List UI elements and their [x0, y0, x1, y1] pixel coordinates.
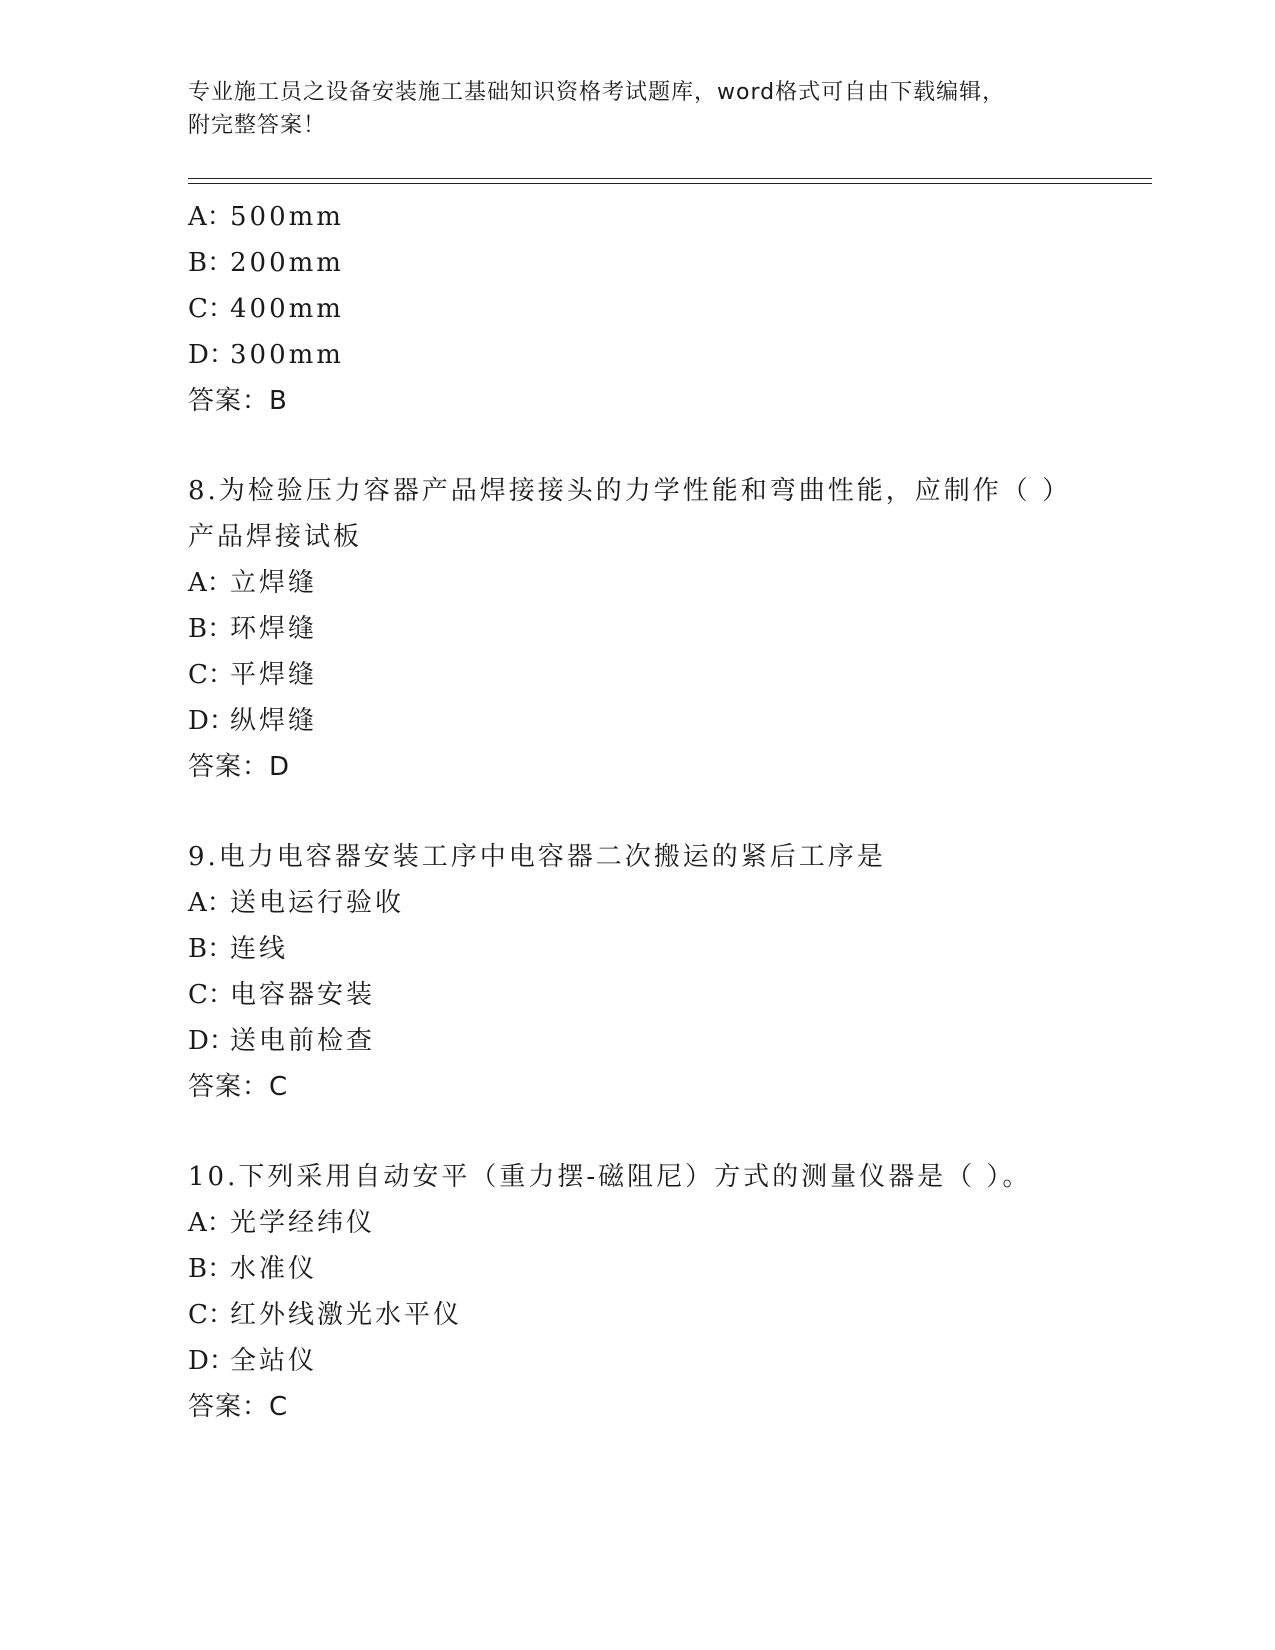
header-divider-bottom: [188, 183, 1152, 184]
header-line-2: 附完整答案！: [188, 113, 327, 138]
question-8: [188, 468, 1138, 790]
option-letter: A：: [188, 568, 233, 598]
option-a: [188, 194, 1138, 240]
option-text: 环焊缝: [230, 614, 318, 644]
option-d: [188, 698, 1138, 744]
header-divider-top: [188, 178, 1152, 179]
option-letter: D：: [188, 340, 235, 370]
question-7: [188, 194, 1138, 424]
option-a: [188, 560, 1138, 606]
option-letter: B：: [188, 614, 234, 644]
option-b: [188, 606, 1138, 652]
option-c: [188, 1292, 1138, 1338]
answer-line: 答案：C: [188, 1392, 289, 1422]
question-10: [188, 1154, 1138, 1430]
option-text: 500mm: [230, 202, 344, 232]
option-letter: B：: [188, 934, 234, 964]
question-stem: 10.下列采用自动安平（重力摆-磁阻尼）方式的测量仪器是（ ）。: [188, 1162, 1032, 1192]
option-text: 红外线激光水平仪: [230, 1300, 463, 1330]
option-a: [188, 880, 1138, 926]
option-letter: A：: [188, 202, 233, 232]
option-text: 纵焊缝: [230, 706, 318, 736]
option-letter: C：: [188, 294, 234, 324]
option-text: 立焊缝: [230, 568, 318, 598]
option-a: [188, 1200, 1138, 1246]
option-b: [188, 926, 1138, 972]
option-letter: B：: [188, 1254, 234, 1284]
question-9: [188, 834, 1138, 1110]
question-stem: 9.电力电容器安装工序中电容器二次搬运的紧后工序是: [188, 842, 886, 872]
option-letter: A：: [188, 1208, 233, 1238]
option-letter: B：: [188, 248, 234, 278]
answer-line: 答案：C: [188, 1072, 289, 1102]
option-d: [188, 1338, 1138, 1384]
header-line-1: 专业施工员之设备安装施工基础知识资格考试题库，word格式可自由下载编辑，: [188, 80, 1006, 105]
question-stem-continued: 产品焊接试板: [188, 522, 363, 552]
spacer: [188, 790, 1138, 834]
option-text: 电容器安装: [230, 980, 376, 1010]
spacer: [188, 424, 1138, 468]
option-c: [188, 286, 1138, 332]
option-text: 送电前检查: [230, 1026, 376, 1056]
option-d: [188, 332, 1138, 378]
document-header: [188, 76, 1088, 142]
option-text: 光学经纬仪: [230, 1208, 376, 1238]
option-text: 平焊缝: [230, 660, 318, 690]
option-text: 水准仪: [230, 1254, 318, 1284]
option-letter: C：: [188, 980, 234, 1010]
option-text: 300mm: [230, 340, 344, 370]
question-list: [188, 194, 1138, 1430]
answer-line: 答案：B: [188, 386, 288, 416]
question-stem: 8.为检验压力容器产品焊接接头的力学性能和弯曲性能，应制作（ ）: [188, 476, 1072, 506]
option-text: 400mm: [230, 294, 344, 324]
spacer: [188, 1110, 1138, 1154]
option-text: 送电运行验收: [230, 888, 405, 918]
option-letter: C：: [188, 660, 234, 690]
option-text: 200mm: [230, 248, 344, 278]
option-d: [188, 1018, 1138, 1064]
option-b: [188, 240, 1138, 286]
option-text: 全站仪: [230, 1346, 318, 1376]
option-text: 连线: [230, 934, 289, 964]
answer-line: 答案：D: [188, 752, 291, 782]
option-c: [188, 652, 1138, 698]
option-c: [188, 972, 1138, 1018]
option-b: [188, 1246, 1138, 1292]
option-letter: C：: [188, 1300, 234, 1330]
option-letter: A：: [188, 888, 233, 918]
option-letter: D：: [188, 706, 235, 736]
option-letter: D：: [188, 1346, 235, 1376]
option-letter: D：: [188, 1026, 235, 1056]
